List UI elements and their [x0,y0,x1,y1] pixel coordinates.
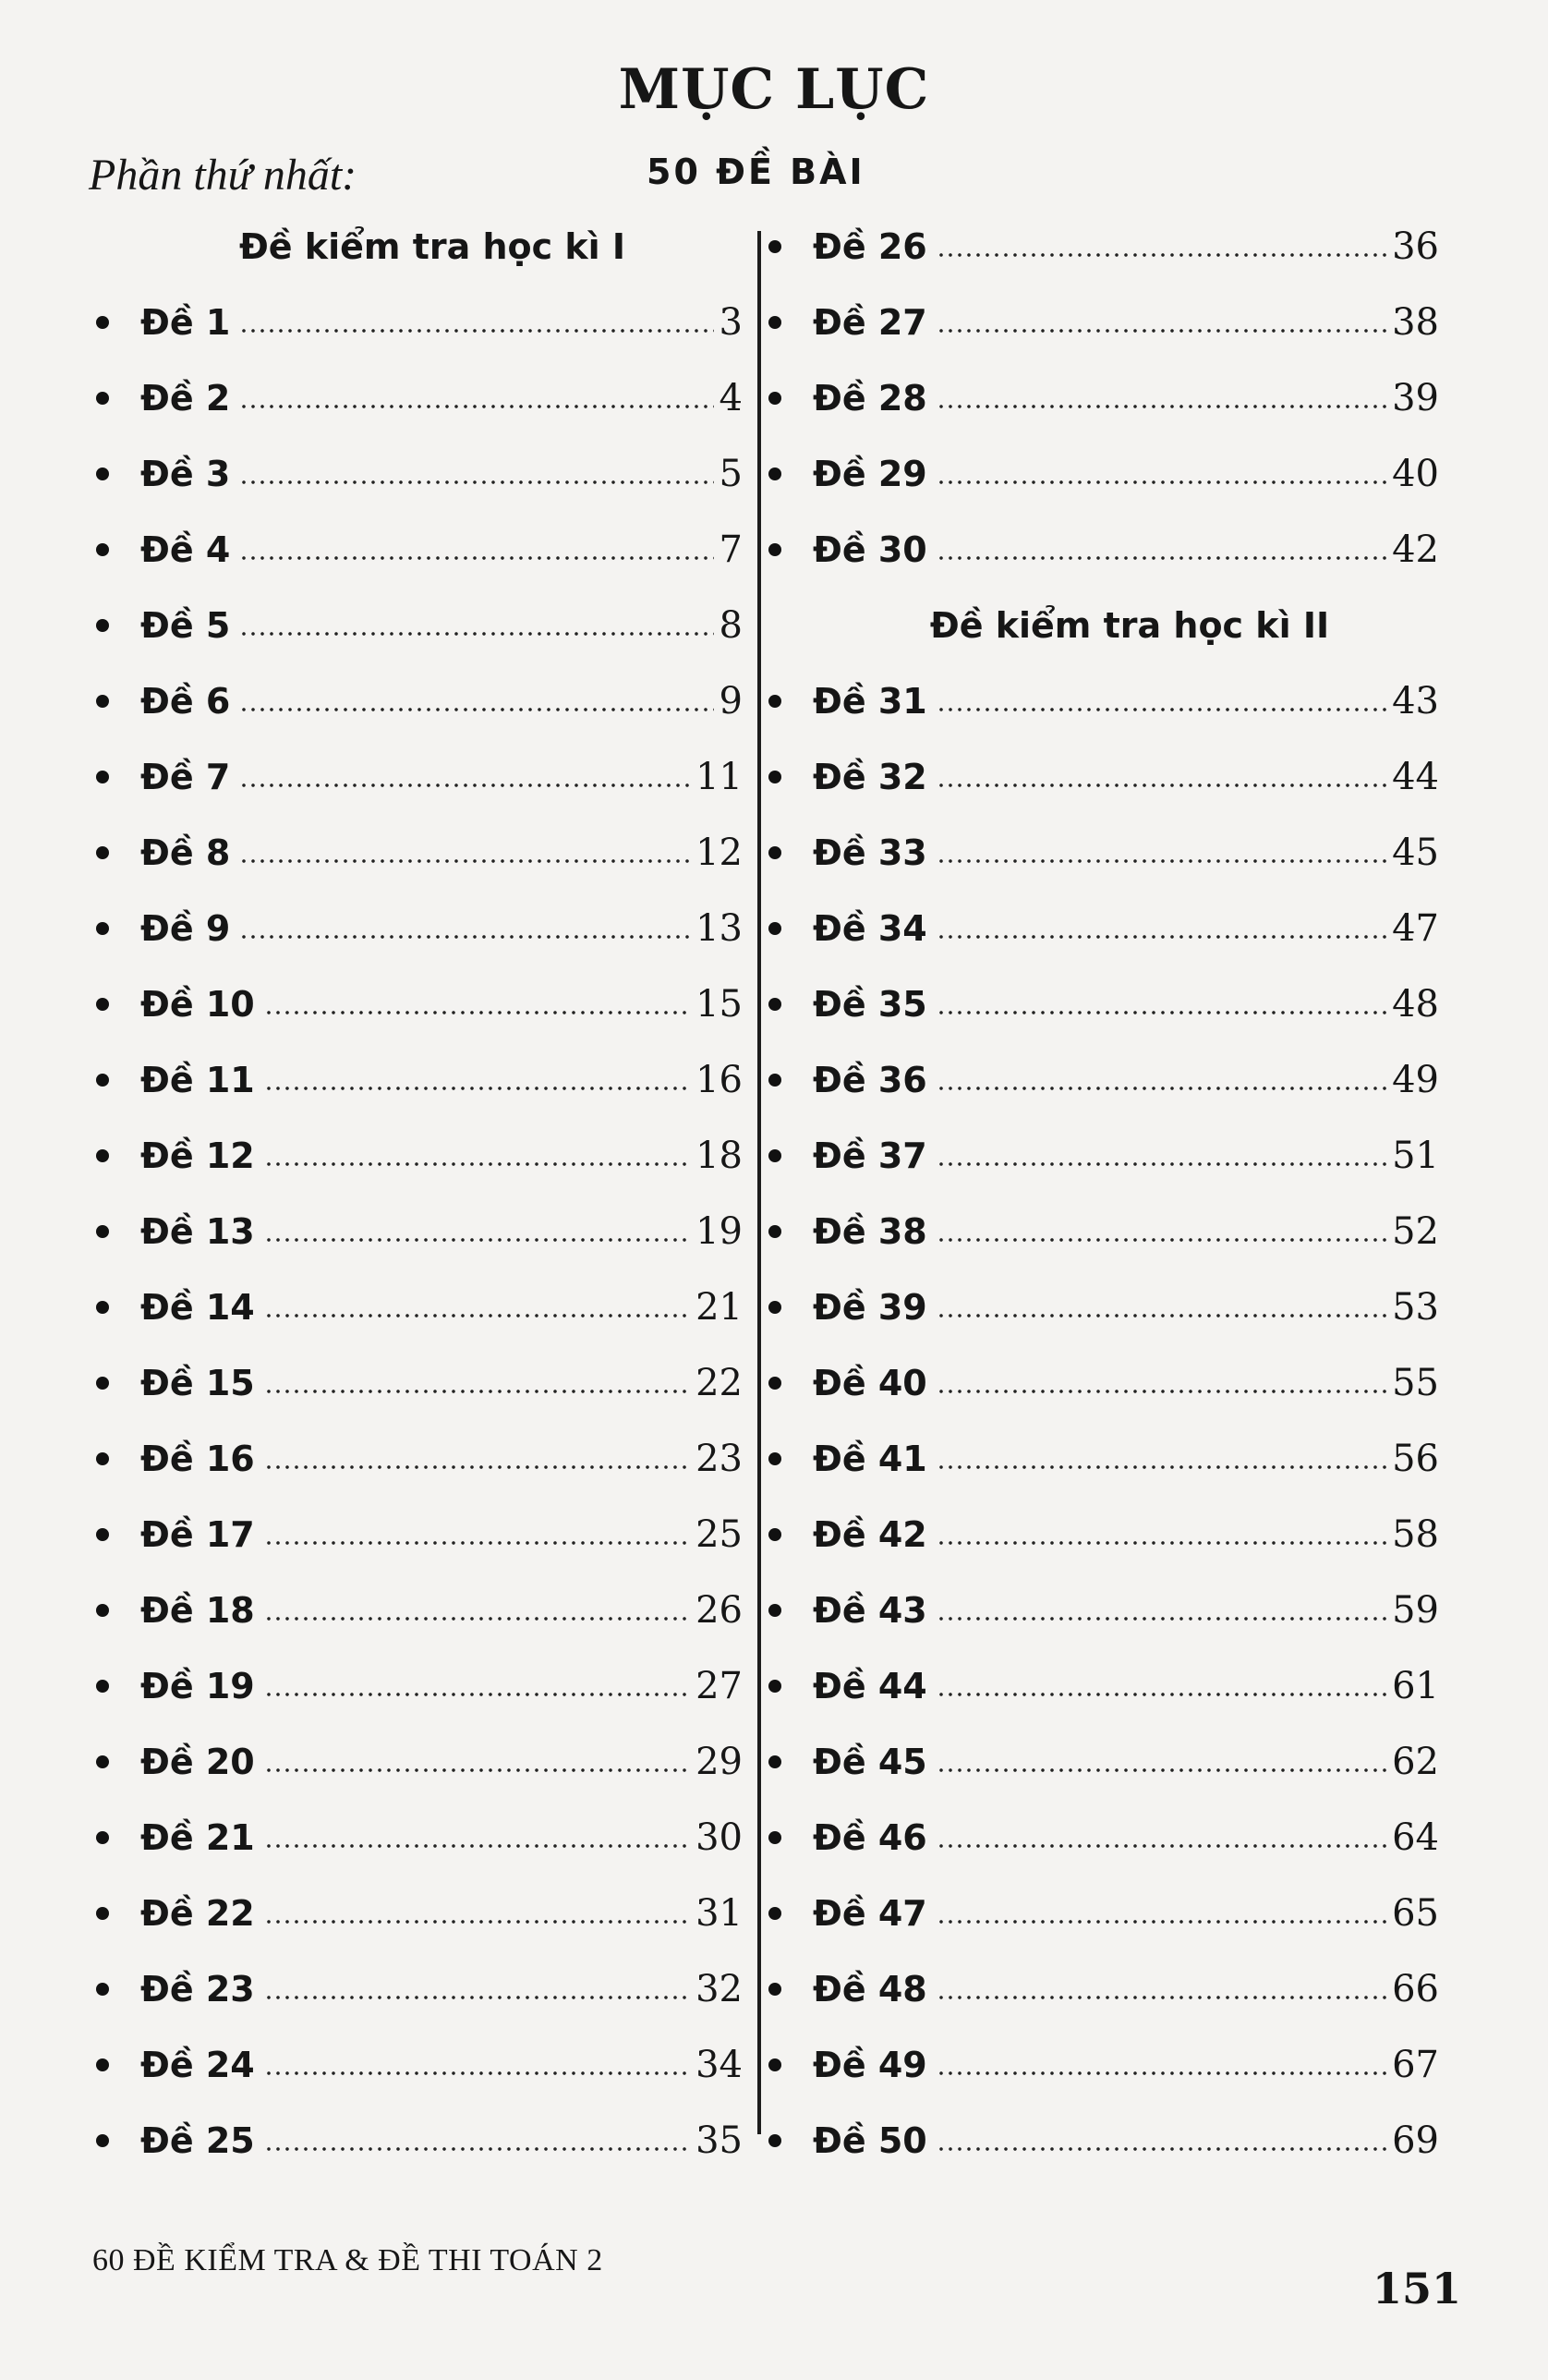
dot-leader [239,707,713,712]
entry-page-number: 39 [1392,377,1439,419]
entry-page-number: 15 [695,983,743,1026]
entry-list-right-hk2 [765,663,1439,2179]
entry-label: Đề 49 [813,2045,927,2085]
entry-label: Đề 38 [813,1211,927,1252]
toc-entry [765,1572,1439,1648]
bullet-icon [96,1377,109,1390]
entry-label: Đề 39 [813,1287,927,1328]
bullet-icon [768,1452,781,1465]
bullet-icon [96,695,109,708]
dot-leader [937,1313,1386,1318]
entry-label: Đề 41 [813,1439,927,1479]
entry-page-number: 38 [1392,301,1439,344]
bullet-icon [96,2134,109,2147]
entry-page-number: 29 [695,1741,743,1783]
entry-label: Đề 27 [813,302,927,343]
toc-entry [765,1345,1439,1421]
part-label: Phần thứ nhất: [89,151,357,200]
toc-entry [765,1194,1439,1269]
dot-leader [264,1616,690,1621]
bullet-icon [768,1225,781,1238]
dot-leader [239,631,713,637]
dot-leader [239,783,690,788]
entry-label: Đề 3 [140,454,231,494]
entry-page-number: 48 [1392,983,1439,1026]
entry-page-number: 62 [1392,1741,1439,1783]
toc-entry [85,1345,743,1421]
footer-book-title: 60 ĐỀ KIỂM TRA & ĐỀ THI TOÁN 2 [92,2243,603,2277]
dot-leader [937,252,1386,258]
toc-entry [765,1724,1439,1800]
entry-label: Đề 25 [140,2120,255,2161]
entry-page-number: 19 [695,1210,743,1253]
entry-label: Đề 16 [140,1439,255,1479]
toc-entry [765,1421,1439,1497]
bullet-icon [768,695,781,708]
dot-leader [937,1616,1386,1621]
entry-page-number: 58 [1392,1513,1439,1556]
dot-leader [937,1995,1386,2000]
bullet-icon [768,543,781,556]
entry-page-number: 56 [1392,1438,1439,1480]
bullet-icon [96,998,109,1011]
bullet-icon [768,771,781,783]
bullet-icon [96,1301,109,1314]
bullet-icon [96,1225,109,1238]
dot-leader [937,783,1386,788]
bullet-icon [768,922,781,935]
dot-leader [937,1843,1386,1849]
entry-page-number: 52 [1392,1210,1439,1253]
entry-page-number: 65 [1392,1892,1439,1935]
toc-entry [85,815,743,891]
bullet-icon [768,1680,781,1693]
bullet-icon [768,468,781,480]
toc-entry [765,2103,1439,2179]
entry-label: Đề 34 [813,908,927,949]
entry-label: Đề 22 [140,1893,255,1934]
dot-leader [937,1767,1386,1773]
entry-page-number: 45 [1392,832,1439,874]
bullet-icon [96,1528,109,1541]
bullet-icon [768,1149,781,1162]
bullet-icon [96,1755,109,1768]
toc-entry [85,285,743,360]
toc-entry [765,1648,1439,1724]
toc-entry [85,1800,743,1876]
dot-leader [264,2146,690,2152]
toc-entry [85,1497,743,1572]
toc-entry [765,966,1439,1042]
toc-entry [765,285,1439,360]
dot-leader [264,1995,690,2000]
bullet-icon [768,846,781,859]
entry-page-number: 21 [695,1286,743,1329]
dot-leader [264,1843,690,1849]
bullet-icon [768,2058,781,2071]
entry-label: Đề 10 [140,984,255,1025]
dot-leader [937,328,1386,334]
part-title: 50 ĐỀ BÀI [647,152,865,192]
entry-page-number: 7 [719,528,743,571]
dot-leader [239,404,713,409]
entry-page-number: 23 [695,1438,743,1480]
entry-label: Đề 14 [140,1287,255,1328]
section-heading-hk2: Đề kiểm tra học kì II [929,605,1330,646]
bullet-icon [768,392,781,405]
toc-entry [85,1572,743,1648]
bullet-icon [768,1983,781,1996]
toc-entry [765,1497,1439,1572]
entry-page-number: 3 [719,301,743,344]
bullet-icon [768,1831,781,1844]
entry-page-number: 61 [1392,1665,1439,1707]
entry-page-number: 32 [695,1968,743,2010]
entry-page-number: 42 [1392,528,1439,571]
dot-leader [239,858,690,864]
entry-page-number: 11 [695,756,743,798]
entry-label: Đề 24 [140,2045,255,2085]
entry-label: Đề 8 [140,832,231,873]
dot-leader [937,1389,1386,1394]
toc-entry [765,1876,1439,1951]
dot-leader [264,1540,690,1546]
entry-page-number: 30 [695,1816,743,1859]
dot-leader [937,934,1386,940]
entry-label: Đề 44 [813,1666,927,1706]
toc-entry [765,512,1439,588]
toc-entry [765,1118,1439,1194]
dot-leader [937,1464,1386,1470]
toc-entry [765,815,1439,891]
dot-leader [264,1237,690,1243]
toc-entry [85,1118,743,1194]
dot-leader [937,2146,1386,2152]
toc-entry [765,2027,1439,2103]
entry-page-number: 22 [695,1362,743,1404]
bullet-icon [768,1907,781,1920]
entry-label: Đề 9 [140,908,231,949]
entry-page-number: 47 [1392,907,1439,950]
toc-entry [85,1876,743,1951]
entry-page-number: 67 [1392,2044,1439,2086]
entry-page-number: 55 [1392,1362,1439,1404]
entry-label: Đề 35 [813,984,927,1025]
bullet-icon [96,771,109,783]
toc-entry [85,663,743,739]
entry-page-number: 34 [695,2044,743,2086]
toc-entry [765,1951,1439,2027]
dot-leader [937,1086,1386,1091]
bullet-icon [768,1301,781,1314]
dot-leader [937,555,1386,561]
toc-entry [85,966,743,1042]
entry-label: Đề 4 [140,529,231,570]
footer-page-number: 151 [1373,2264,1462,2313]
dot-leader [264,1767,690,1773]
entry-page-number: 40 [1392,453,1439,495]
entry-page-number: 12 [695,832,743,874]
toc-entry [765,1269,1439,1345]
toc-entry [85,436,743,512]
entry-label: Đề 33 [813,832,927,873]
entry-label: Đề 50 [813,2120,927,2161]
entry-label: Đề 46 [813,1817,927,1858]
entry-label: Đề 1 [140,302,231,343]
entry-page-number: 66 [1392,1968,1439,2010]
toc-entry [765,891,1439,966]
dot-leader [937,1919,1386,1925]
toc-entry [85,588,743,663]
entry-label: Đề 15 [140,1363,255,1403]
entry-page-number: 53 [1392,1286,1439,1329]
dot-leader [264,1161,690,1167]
entry-page-number: 4 [719,377,743,419]
entry-page-number: 49 [1392,1059,1439,1101]
bullet-icon [96,1149,109,1162]
bullet-icon [96,922,109,935]
dot-leader [264,1919,690,1925]
toc-entry [85,1951,743,2027]
toc-entry [85,739,743,815]
entry-page-number: 9 [719,680,743,722]
section-heading-hk1: Đề kiểm tra học kì I [238,226,626,267]
entry-page-number: 44 [1392,756,1439,798]
bullet-icon [768,240,781,253]
bullet-icon [96,1074,109,1087]
dot-leader [239,555,713,561]
column-divider [757,231,761,2134]
dot-leader [937,1540,1386,1546]
bullet-icon [96,619,109,632]
entry-page-number: 8 [719,604,743,647]
entry-page-number: 51 [1392,1135,1439,1177]
entry-label: Đề 2 [140,378,231,419]
entry-label: Đề 43 [813,1590,927,1631]
dot-leader [264,1692,690,1697]
entry-label: Đề 17 [140,1514,255,1555]
toc-entry [765,436,1439,512]
bullet-icon [768,1377,781,1390]
entry-page-number: 25 [695,1513,743,1556]
entry-label: Đề 30 [813,529,927,570]
bullet-icon [768,1755,781,1768]
page-title: MỤC LỤC [618,57,930,122]
entry-label: Đề 21 [140,1817,255,1858]
bullet-icon [96,1680,109,1693]
entry-label: Đề 18 [140,1590,255,1631]
entry-page-number: 5 [719,453,743,495]
entry-label: Đề 13 [140,1211,255,1252]
entry-label: Đề 37 [813,1135,927,1176]
bullet-icon [96,1831,109,1844]
dot-leader [937,480,1386,485]
dot-leader [264,1389,690,1394]
bullet-icon [768,1074,781,1087]
entry-label: Đề 12 [140,1135,255,1176]
dot-leader [937,1010,1386,1015]
dot-leader [264,1313,690,1318]
dot-leader [937,1161,1386,1167]
entry-page-number: 69 [1392,2119,1439,2162]
toc-entry [765,1042,1439,1118]
bullet-icon [96,392,109,405]
entry-page-number: 64 [1392,1816,1439,1859]
dot-leader [937,2070,1386,2076]
entry-label: Đề 45 [813,1742,927,1782]
toc-entry [765,360,1439,436]
bullet-icon [768,316,781,329]
dot-leader [264,1464,690,1470]
entry-label: Đề 32 [813,757,927,797]
entry-page-number: 36 [1392,225,1439,268]
dot-leader [264,2070,690,2076]
bullet-icon [96,1604,109,1617]
toc-entry [85,1421,743,1497]
toc-entry [85,1194,743,1269]
toc-column-right [765,209,1439,2179]
bullet-icon [96,1983,109,1996]
dot-leader [239,328,713,334]
dot-leader [937,707,1386,712]
entry-label: Đề 31 [813,681,927,722]
toc-entry [85,1269,743,1345]
bullet-icon [768,1604,781,1617]
entry-label: Đề 26 [813,226,927,267]
dot-leader [937,1237,1386,1243]
toc-entry [85,1042,743,1118]
bullet-icon [768,998,781,1011]
entry-label: Đề 48 [813,1969,927,2010]
dot-leader [239,934,690,940]
entry-page-number: 18 [695,1135,743,1177]
entry-label: Đề 7 [140,757,231,797]
toc-entry [85,360,743,436]
entry-page-number: 27 [695,1665,743,1707]
bullet-icon [96,543,109,556]
entry-label: Đề 28 [813,378,927,419]
entry-page-number: 26 [695,1589,743,1632]
entry-page-number: 16 [695,1059,743,1101]
toc-entry [85,2027,743,2103]
entry-list-right-hk1 [765,209,1439,588]
toc-entry [765,663,1439,739]
toc-entry [765,1800,1439,1876]
entry-label: Đề 40 [813,1363,927,1403]
entry-label: Đề 11 [140,1060,255,1100]
toc-column-left [85,209,743,2179]
bullet-icon [96,468,109,480]
entry-label: Đề 6 [140,681,231,722]
entry-label: Đề 47 [813,1893,927,1934]
toc-entry [85,1724,743,1800]
entry-page-number: 59 [1392,1589,1439,1632]
bullet-icon [96,2058,109,2071]
dot-leader [264,1010,690,1015]
entry-label: Đề 36 [813,1060,927,1100]
bullet-icon [96,316,109,329]
entry-label: Đề 19 [140,1666,255,1706]
bullet-icon [768,2134,781,2147]
dot-leader [937,404,1386,409]
entry-label: Đề 29 [813,454,927,494]
entry-label: Đề 23 [140,1969,255,2010]
entry-label: Đề 42 [813,1514,927,1555]
toc-entry [765,209,1439,285]
entry-page-number: 35 [695,2119,743,2162]
entry-page-number: 31 [695,1892,743,1935]
bullet-icon [96,1452,109,1465]
bullet-icon [768,1528,781,1541]
entry-page-number: 43 [1392,680,1439,722]
bullet-icon [96,846,109,859]
toc-entry [85,512,743,588]
bullet-icon [96,1907,109,1920]
toc-entry [85,2103,743,2179]
toc-entry [765,739,1439,815]
toc-entry [85,1648,743,1724]
dot-leader [937,858,1386,864]
dot-leader [239,480,713,485]
entry-list-left [85,285,743,2179]
dot-leader [264,1086,690,1091]
entry-label: Đề 20 [140,1742,255,1782]
entry-page-number: 13 [695,907,743,950]
entry-label: Đề 5 [140,605,231,646]
toc-entry [85,891,743,966]
dot-leader [937,1692,1386,1697]
